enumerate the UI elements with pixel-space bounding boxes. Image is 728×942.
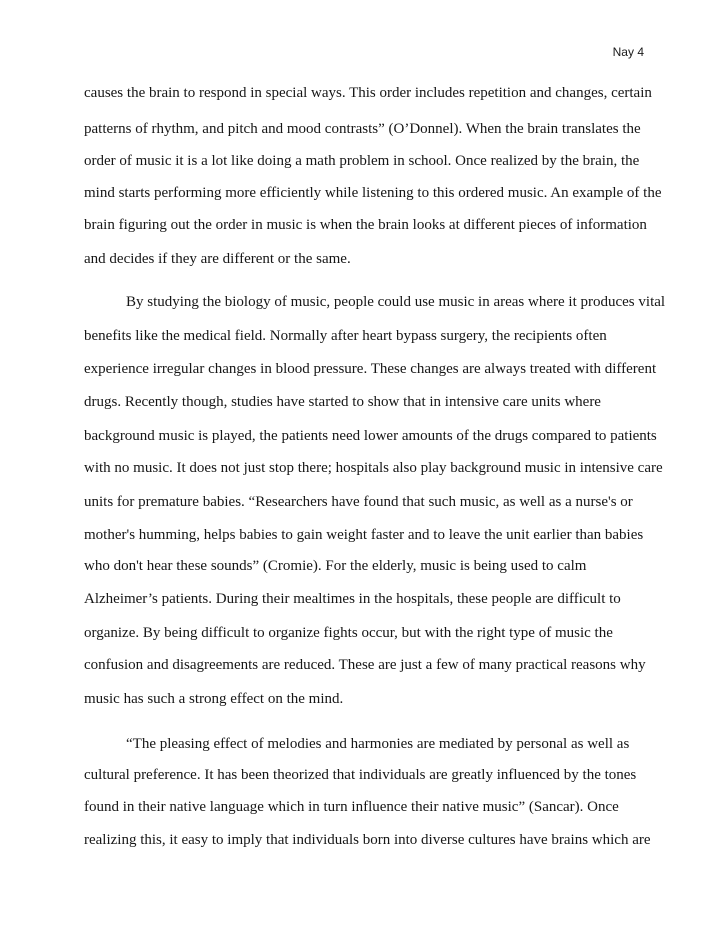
text-line: mind starts performing more efficiently while listening to this ordered music. An example of the — [84, 185, 662, 201]
text-line: music has such a strong effect on the mind. — [84, 691, 344, 707]
text-line: confusion and disagreements are reduced. These are just a few of many practical reasons why — [84, 657, 646, 673]
text-line: who don't hear these sounds” (Cromie). For the elderly, music is being used to calm — [84, 558, 587, 574]
text-line: with no music. It does not just stop there; hospitals also play background music in intensive care — [84, 460, 663, 476]
text-line: cultural preference. It has been theorized that individuals are greatly influenced by the tones — [84, 767, 637, 783]
text-line: mother's humming, helps babies to gain weight faster and to leave the unit earlier than babies — [84, 527, 644, 543]
text-line: realizing this, it easy to imply that individuals born into diverse cultures have brains which are — [84, 832, 651, 848]
text-line: and decides if they are different or the same. — [84, 251, 351, 267]
text-line: experience irregular changes in blood pressure. These changes are always treated with different — [84, 361, 657, 377]
text-line: organize. By being difficult to organize fights occur, but with the right type of music the — [84, 625, 613, 641]
page-header: Nay 4 — [612, 45, 644, 59]
text-line: found in their native language which in turn influence their native music” (Sancar). Once — [84, 799, 619, 815]
paragraph-first-line: “The pleasing effect of melodies and harmonies are mediated by personal as well as — [126, 736, 630, 752]
text-line: units for premature babies. “Researchers have found that such music, as well as a nurse's or — [84, 494, 633, 510]
paragraph-first-line: By studying the biology of music, people could use music in areas where it produces vital — [126, 294, 666, 310]
text-line: brain figuring out the order in music is when the brain looks at different pieces of information — [84, 217, 647, 233]
text-line: order of music it is a lot like doing a math problem in school. Once realized by the brain, the — [84, 153, 640, 169]
text-line: drugs. Recently though, studies have started to show that in intensive care units where — [84, 394, 601, 410]
text-line: Alzheimer’s patients. During their mealtimes in the hospitals, these people are difficult to — [84, 591, 621, 607]
text-line: background music is played, the patients need lower amounts of the drugs compared to patients — [84, 428, 657, 444]
text-line: causes the brain to respond in special ways. This order includes repetition and changes, certain — [84, 85, 652, 101]
text-line: patterns of rhythm, and pitch and mood contrasts” (O’Donnel). When the brain translates the — [84, 121, 641, 137]
text-line: benefits like the medical field. Normally after heart bypass surgery, the recipients often — [84, 328, 607, 344]
